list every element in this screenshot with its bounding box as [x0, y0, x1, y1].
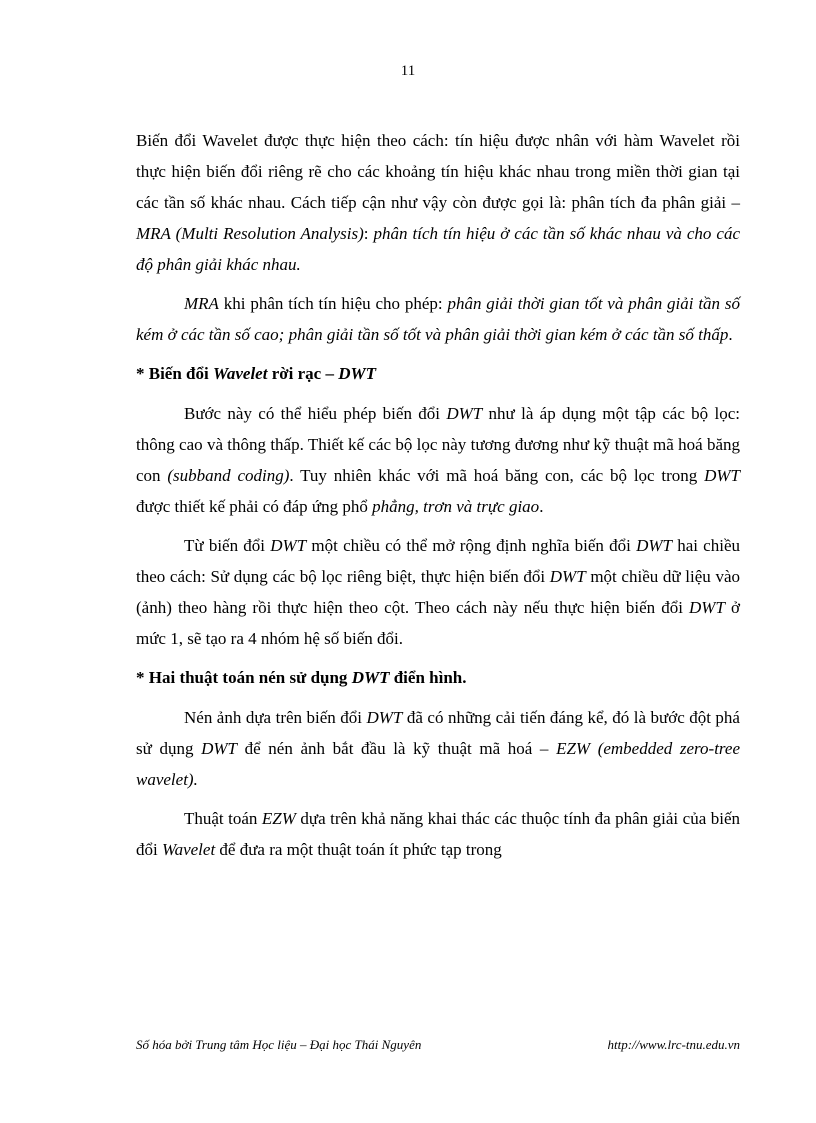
paragraph-wavelet-intro: Biến đổi Wavelet được thực hiện theo cách: tín hiệu được nhân với hàm Wavelet rồi thực hiện biến đổi riêng rẽ cho các khoảng tín hiệu khác nhau trong miền thời gian tại các tần số khác nhau. Cách tiếp cận như vậy còn được gọi là: phân tích đa phân giải – MRA (Multi Resolution Analysis): phân tích tín hiệu ở các tần số khác nhau và cho các độ phân giải khác nhau. [136, 131, 741, 274]
page-number: 11 [400, 63, 416, 79]
heading-compression-algorithms: * Hai thuật toán nén sử dụng DWT điển hình. [136, 668, 467, 687]
paragraph-ezw-intro: Nén ảnh dựa trên biến đổi DWT đã có những cải tiến đáng kể, đó là bước đột phá sử dụng DWT để nén ảnh bắt đầu là kỹ thuật mã hoá – EZW (embedded zero-tree wavelet). [136, 708, 740, 789]
footer-source: Số hóa bởi Trung tâm Học liệu – Đại học Thái Nguyên [136, 1037, 422, 1052]
heading-dwt: * Biến đổi Wavelet rời rạc – DWT [136, 364, 376, 383]
paragraph-ezw-algorithm: Thuật toán EZW dựa trên khả năng khai thác các thuộc tính đa phân giải của biến đổi Wavelet để đưa ra một thuật toán ít phức tạp trong [136, 809, 741, 859]
page-content [136, 125, 740, 873]
paragraph-dwt-2d: Từ biến đổi DWT một chiều có thể mở rộng định nghĩa biến đổi DWT hai chiều theo cách: Sử dụng các bộ lọc riêng biệt, thực hiện biến đổi DWT một chiều dữ liệu vào (ảnh) theo hàng rồi thực hiện theo cột. Theo cách này nếu thực hiện biến đổi DWT ở mức 1, sẽ tạo ra 4 nhóm hệ số biến đổi. [136, 536, 740, 648]
paragraph-dwt-filters: Bước này có thể hiểu phép biến đổi DWT như là áp dụng một tập các bộ lọc: thông cao và thông thấp. Thiết kế các bộ lọc này tương đương như kỹ thuật mã hoá băng con (subband coding). Tuy nhiên khác với mã hoá băng con, các bộ lọc trong DWT được thiết kế phải có đáp ứng phổ phẳng, trơn và trực giao. [136, 404, 740, 516]
paragraph-mra: MRA khi phân tích tín hiệu cho phép: phân giải thời gian tốt và phân giải tần số kém ở các tần số cao; phân giải tần số tốt và phân giải thời gian kém ở các tần số thấp. [136, 294, 741, 344]
footer-url: http://www.lrc-tnu.edu.vn [607, 1037, 740, 1052]
